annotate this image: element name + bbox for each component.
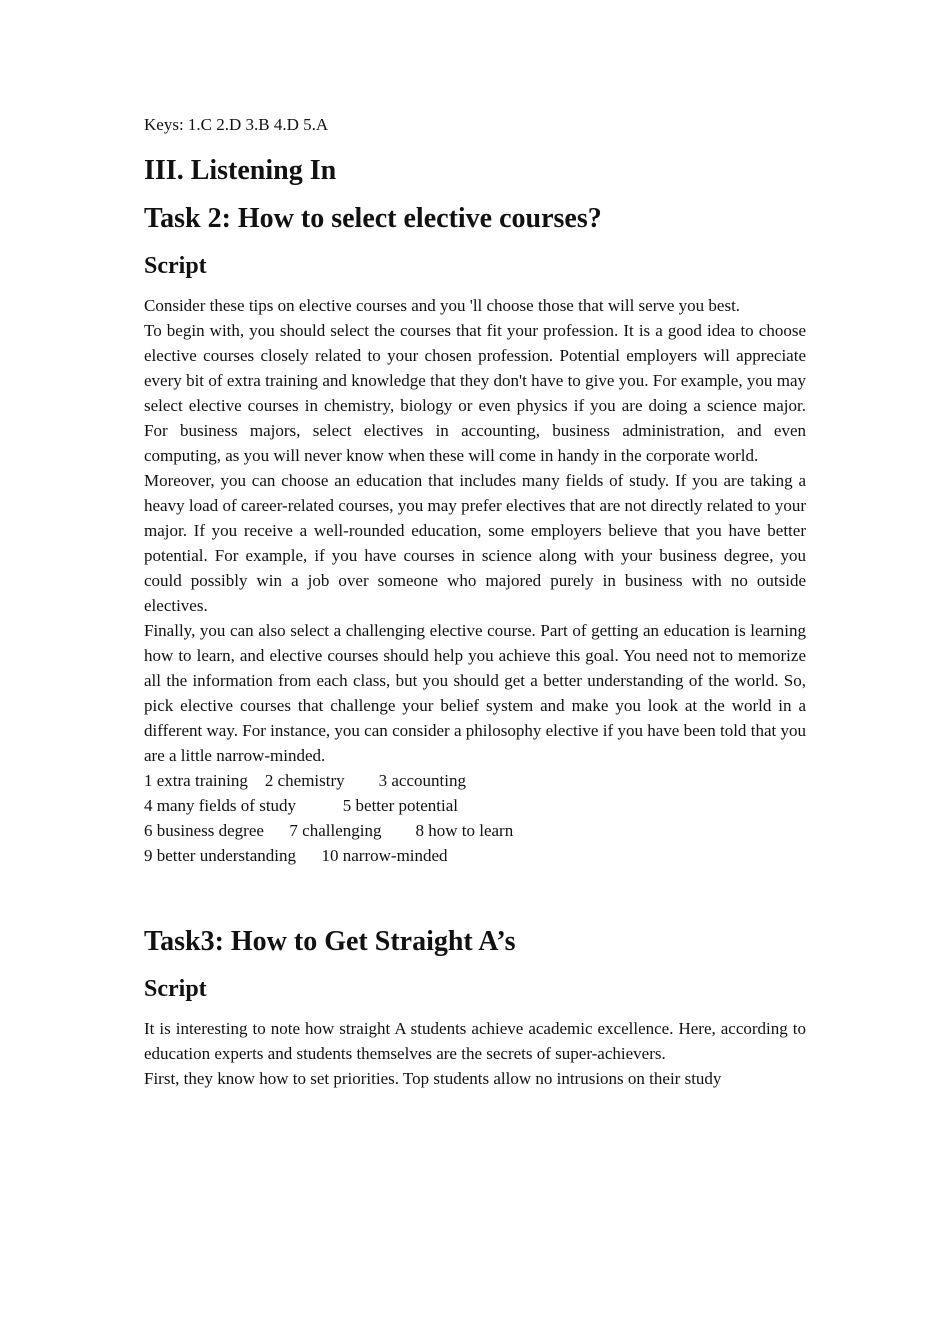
section-spacer bbox=[144, 868, 806, 922]
task3-script-label: Script bbox=[144, 976, 207, 1002]
task2-title: Task 2: How to select elective courses? bbox=[144, 203, 602, 234]
section-title: III. Listening In bbox=[144, 155, 337, 186]
task2-paragraph: To begin with, you should select the courses that fit your profession. It is a good idea to choose elective courses closely related to your chosen profession. Potential employers will appreciate every bit of extra training and knowledge that they don't have to give you. For example, you may select elective courses in chemistry, biology or even physics if you are doing a science major. For business majors, select electives in accounting, business administration, and even computing, as you will never know when these will come in handy in the corporate world. bbox=[144, 321, 806, 465]
answer-row: 6 business degree 7 challenging 8 how to learn bbox=[144, 821, 514, 840]
task3-title: Task3: How to Get Straight A’s bbox=[144, 926, 516, 957]
task2-paragraph: Moreover, you can choose an education that includes many fields of study. If you are taking a heavy load of career-related courses, you may prefer electives that are not directly related to your major. If you receive a well-rounded education, some employers believe that you have better potential. For example, if you have courses in science along with your business degree, you could possibly win a job over someone who majored purely in business with no outside electives. bbox=[144, 471, 806, 615]
answer-keys: Keys: 1.C 2.D 3.B 4.D 5.A bbox=[144, 115, 329, 134]
document-page bbox=[144, 112, 806, 1091]
answer-row: 9 better understanding 10 narrow-minded bbox=[144, 846, 448, 865]
task3-paragraph: It is interesting to note how straight A students achieve academic excellence. Here, according to education experts and students themselves are the secrets of super-achievers. bbox=[144, 1019, 806, 1063]
task2-paragraph: Consider these tips on elective courses and you 'll choose those that will serve you best. bbox=[144, 296, 741, 315]
answer-row: 1 extra training 2 chemistry 3 accounting bbox=[144, 771, 466, 790]
task2-paragraph: Finally, you can also select a challenging elective course. Part of getting an education is learning how to learn, and elective courses should help you achieve this goal. You need not to memorize all the information from each class, but you should get a better understanding of the world. So, pick elective courses that challenge your belief system and make you look at the world in a different way. For instance, you can consider a philosophy elective if you have been told that you are a little narrow-minded. bbox=[144, 621, 806, 765]
task2-script-label: Script bbox=[144, 253, 207, 279]
answer-row: 4 many fields of study 5 better potential bbox=[144, 796, 458, 815]
task2-answers bbox=[144, 768, 806, 868]
task3-paragraph: First, they know how to set priorities. Top students allow no intrusions on their study bbox=[144, 1069, 722, 1088]
